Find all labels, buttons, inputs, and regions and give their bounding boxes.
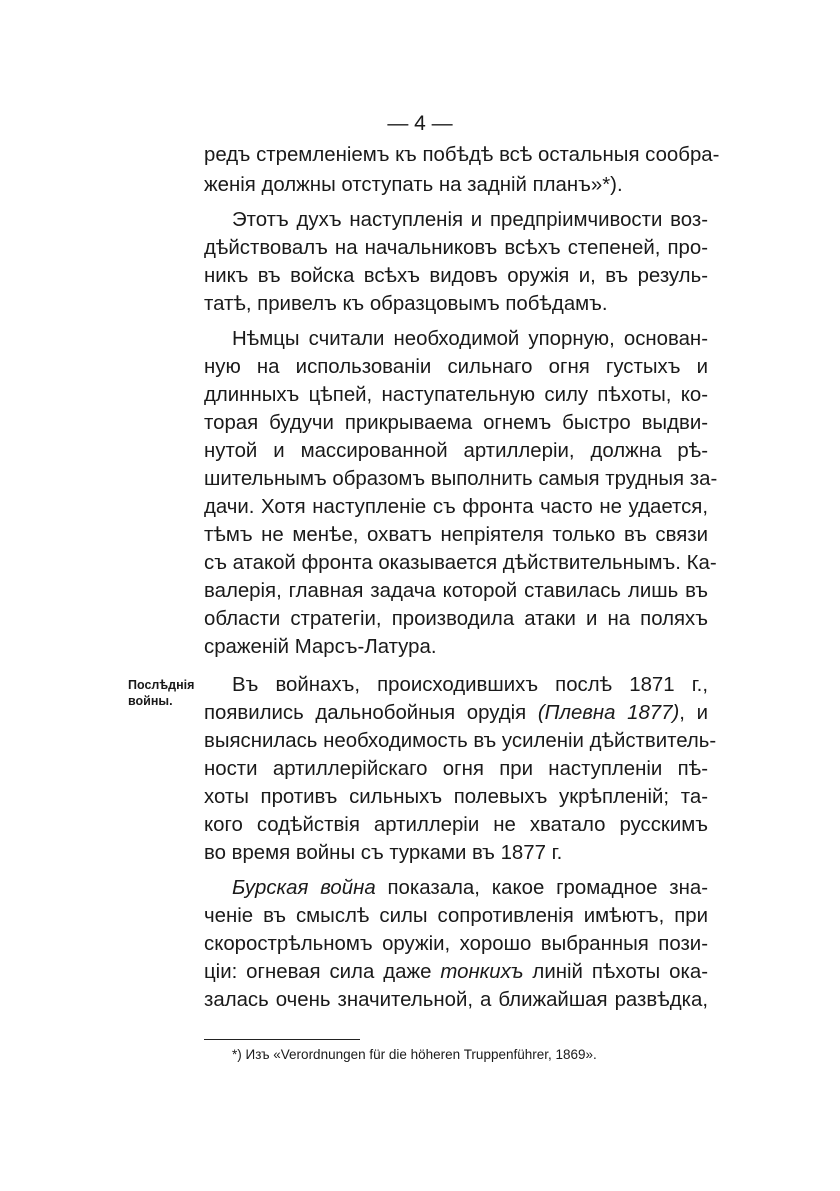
text-run: , и	[679, 702, 708, 724]
margin-note-line: Послѣднія	[128, 678, 195, 692]
text-line: длинныхъ цѣпей, наступательную силу пѣхоты, ко-	[204, 384, 708, 406]
text-line: хоты противъ сильныхъ полевыхъ укрѣпленій; та-	[204, 786, 708, 808]
page-number: — 4 —	[387, 112, 453, 135]
text-line: сраженій Марсъ-Латура.	[204, 636, 437, 658]
text-line-mixed	[204, 698, 708, 728]
text-line: редъ стремленіемъ къ побѣдѣ всѣ остальныя сообра-	[204, 144, 720, 166]
text-run: показала, какое громадное зна-	[375, 877, 708, 899]
text-line: скорострѣльномъ оружіи, хорошо выбранныя пози-	[204, 933, 708, 955]
text-line: дѣйствовалъ на начальниковъ всѣхъ степеней, про-	[204, 237, 708, 259]
text-line: области стратегіи, производила атаки и на поляхъ	[204, 608, 708, 630]
text-line-mixed	[204, 957, 708, 987]
margin-note-line: войны.	[128, 694, 173, 708]
text-run: линій пѣхоты ока-	[523, 961, 708, 983]
text-line-mixed	[232, 873, 708, 903]
text-run: ціи: огневая сила даже	[204, 961, 441, 983]
text-line: шительнымъ образомъ выполнить самыя трудныя за-	[204, 468, 718, 490]
text-line: залась очень значительной, а ближайшая развѣдка,	[204, 989, 708, 1011]
italic-text: (Плевна 1877)	[537, 702, 680, 724]
text-line: никъ въ войска всѣхъ видовъ оружія и, въ резуль-	[204, 265, 708, 287]
text-line: торая будучи прикрываема огнемъ быстро выдви-	[204, 412, 708, 434]
footnote: *) Изъ «Verordnungen für die höheren Truppenführer, 1869».	[232, 1047, 597, 1062]
text-line: Этотъ духъ наступленія и предпріимчивости воз-	[232, 209, 708, 231]
text-line: нутой и массированной артиллеріи, должна рѣ-	[204, 440, 708, 462]
text-line: кого содѣйствія артиллеріи не хватало русскимъ	[204, 814, 708, 836]
italic-text: тонкихъ	[440, 961, 524, 983]
text-run: появились дальнобойныя орудія	[204, 702, 527, 724]
text-line: ченіе въ смыслѣ силы сопротивленія имѣютъ, при	[204, 905, 708, 927]
text-line: Нѣмцы считали необходимой упорную, основан-	[232, 328, 708, 350]
text-line: Въ войнахъ, происходившихъ послѣ 1871 г.,	[232, 674, 708, 696]
text-line: ную на использованіи сильнаго огня густыхъ и	[204, 356, 708, 378]
text-line: выяснилась необходимость въ усиленіи дѣйствитель-	[204, 730, 717, 752]
text-line: валерія, главная задача которой ставилась лишь въ	[204, 580, 708, 602]
text-line: съ атакой фронта оказывается дѣйствительнымъ. Ка-	[204, 552, 717, 574]
text-line: дачи. Хотя наступленіе съ фронта часто не удается,	[204, 496, 708, 518]
footnote-rule	[204, 1039, 360, 1040]
text-line: тѣмъ не менѣе, охватъ непріятеля только въ связи	[204, 524, 708, 546]
text-line: женія должны отступать на задній планъ»*).	[204, 174, 623, 196]
text-line: ности артиллерійскаго огня при наступленіи пѣ-	[204, 758, 708, 780]
text-line: татѣ, привелъ къ образцовымъ побѣдамъ.	[204, 293, 608, 315]
italic-text: Бурская война	[232, 877, 376, 899]
text-line: во время войны съ турками въ 1877 г.	[204, 842, 563, 864]
